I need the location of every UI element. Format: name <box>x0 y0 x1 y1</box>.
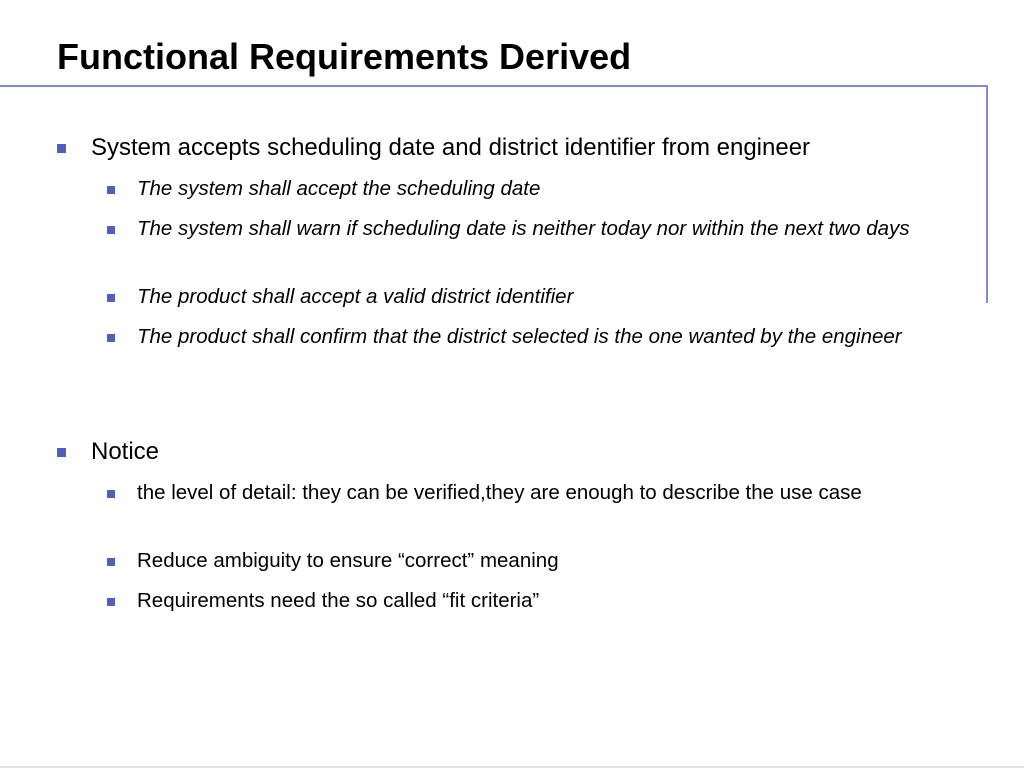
requirement-item: The system shall warn if scheduling date is neither today nor within the next two days <box>137 217 910 240</box>
requirement-item: The system shall accept the scheduling date <box>137 177 541 200</box>
square-bullet-icon <box>107 226 115 234</box>
square-bullet-icon <box>107 598 115 606</box>
square-bullet-icon <box>107 186 115 194</box>
square-bullet-icon <box>57 144 66 153</box>
title-divider-horizontal <box>0 85 988 87</box>
requirement-item: The product shall confirm that the district selected is the one wanted by the engineer <box>137 325 902 348</box>
square-bullet-icon <box>57 448 66 457</box>
title-divider-vertical <box>986 85 988 303</box>
square-bullet-icon <box>107 294 115 302</box>
square-bullet-icon <box>107 490 115 498</box>
notice-item: Reduce ambiguity to ensure “correct” meaning <box>137 549 559 572</box>
slide-title: Functional Requirements Derived <box>57 36 632 77</box>
square-bullet-icon <box>107 558 115 566</box>
notice-item: Requirements need the so called “fit criteria” <box>137 589 540 612</box>
section-heading: System accepts scheduling date and district identifier from engineer <box>91 134 811 161</box>
section-heading: Notice <box>91 438 160 465</box>
notice-item: the level of detail: they can be verified,they are enough to describe the use case <box>137 481 862 504</box>
requirement-item: The product shall accept a valid district identifier <box>137 285 574 308</box>
square-bullet-icon <box>107 334 115 342</box>
